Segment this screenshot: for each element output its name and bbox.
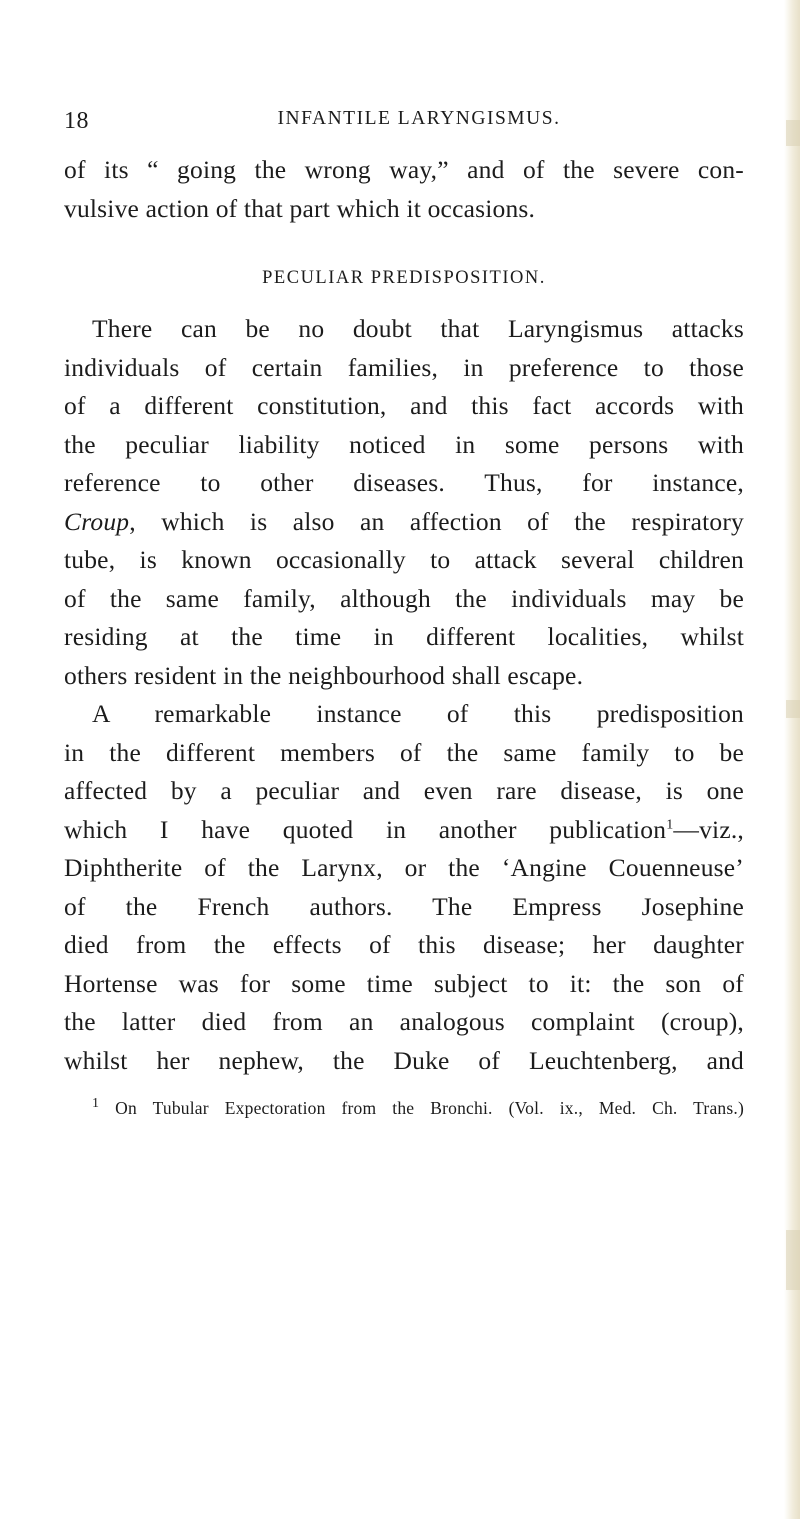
text-line: whilst her nephew, the Duke of Leuchtenberg, and bbox=[64, 1045, 744, 1075]
croup-italic: Croup bbox=[64, 506, 130, 536]
text-line: There can be no doubt that Laryngismus attacks bbox=[92, 314, 744, 343]
section-heading: PECULIAR PREDISPOSITION. bbox=[262, 268, 546, 288]
text-line: reference to other diseases. Thus, for instance, bbox=[64, 468, 744, 497]
page-number: 18 bbox=[64, 108, 89, 134]
page-edge bbox=[784, 0, 800, 1519]
running-title: INFANTILE LARYNGISMUS. bbox=[277, 108, 561, 129]
edge-mark bbox=[786, 120, 800, 146]
text-line: of its “ going the wrong way,” and of the severe con- bbox=[64, 155, 744, 184]
text-line: in the different members of the same family to be bbox=[64, 737, 744, 767]
text-line: vulsive action of that part which it occasions. bbox=[64, 193, 536, 223]
text-fragment: which I have quoted in another publication bbox=[64, 814, 667, 844]
text-line bbox=[64, 503, 744, 542]
text-line: of a different constitution, and this fact accords with bbox=[64, 391, 744, 420]
text-line: the latter died from an analogous complaint (croup), bbox=[64, 1007, 744, 1036]
text-line: of the same family, although the individuals may be bbox=[64, 583, 744, 613]
text-line: residing at the time in different localities, whilst bbox=[64, 622, 744, 651]
footnote-text: On Tubular Expectoration from the Bronchi. (Vol. ix., Med. Ch. Trans.) bbox=[99, 1098, 744, 1118]
text-line: affected by a peculiar and even rare disease, is one bbox=[64, 776, 744, 805]
running-head bbox=[64, 108, 744, 140]
footnote bbox=[64, 1096, 744, 1120]
text-line: individuals of certain families, in preference to those bbox=[64, 352, 744, 382]
edge-mark bbox=[786, 1230, 800, 1290]
text-fragment: , which is also an affection of the respiratory bbox=[129, 506, 744, 536]
footnote-spacer bbox=[64, 1080, 744, 1096]
edge-mark bbox=[786, 700, 800, 718]
body-text bbox=[64, 151, 744, 1120]
text-line: died from the effects of this disease; her daughter bbox=[64, 930, 744, 959]
text-line: the peculiar liability noticed in some persons with bbox=[64, 429, 744, 459]
text-line: others resident in the neighbourhood shall escape. bbox=[64, 660, 584, 690]
text-line: of the French authors. The Empress Josephine bbox=[64, 891, 744, 921]
footnote-marker: 1 bbox=[92, 1096, 100, 1112]
text-line: tube, is known occasionally to attack several children bbox=[64, 545, 744, 574]
text-line: A remarkable instance of this predisposition bbox=[92, 699, 744, 728]
footnote-reference: 1 bbox=[666, 817, 674, 832]
text-fragment: —viz., bbox=[673, 814, 744, 844]
text-line: Diphtherite of the Larynx, or the ‘Angine Couenneuse’ bbox=[64, 853, 744, 882]
text-line bbox=[64, 811, 744, 850]
text-line: Hortense was for some time subject to it: the son of bbox=[64, 968, 744, 998]
